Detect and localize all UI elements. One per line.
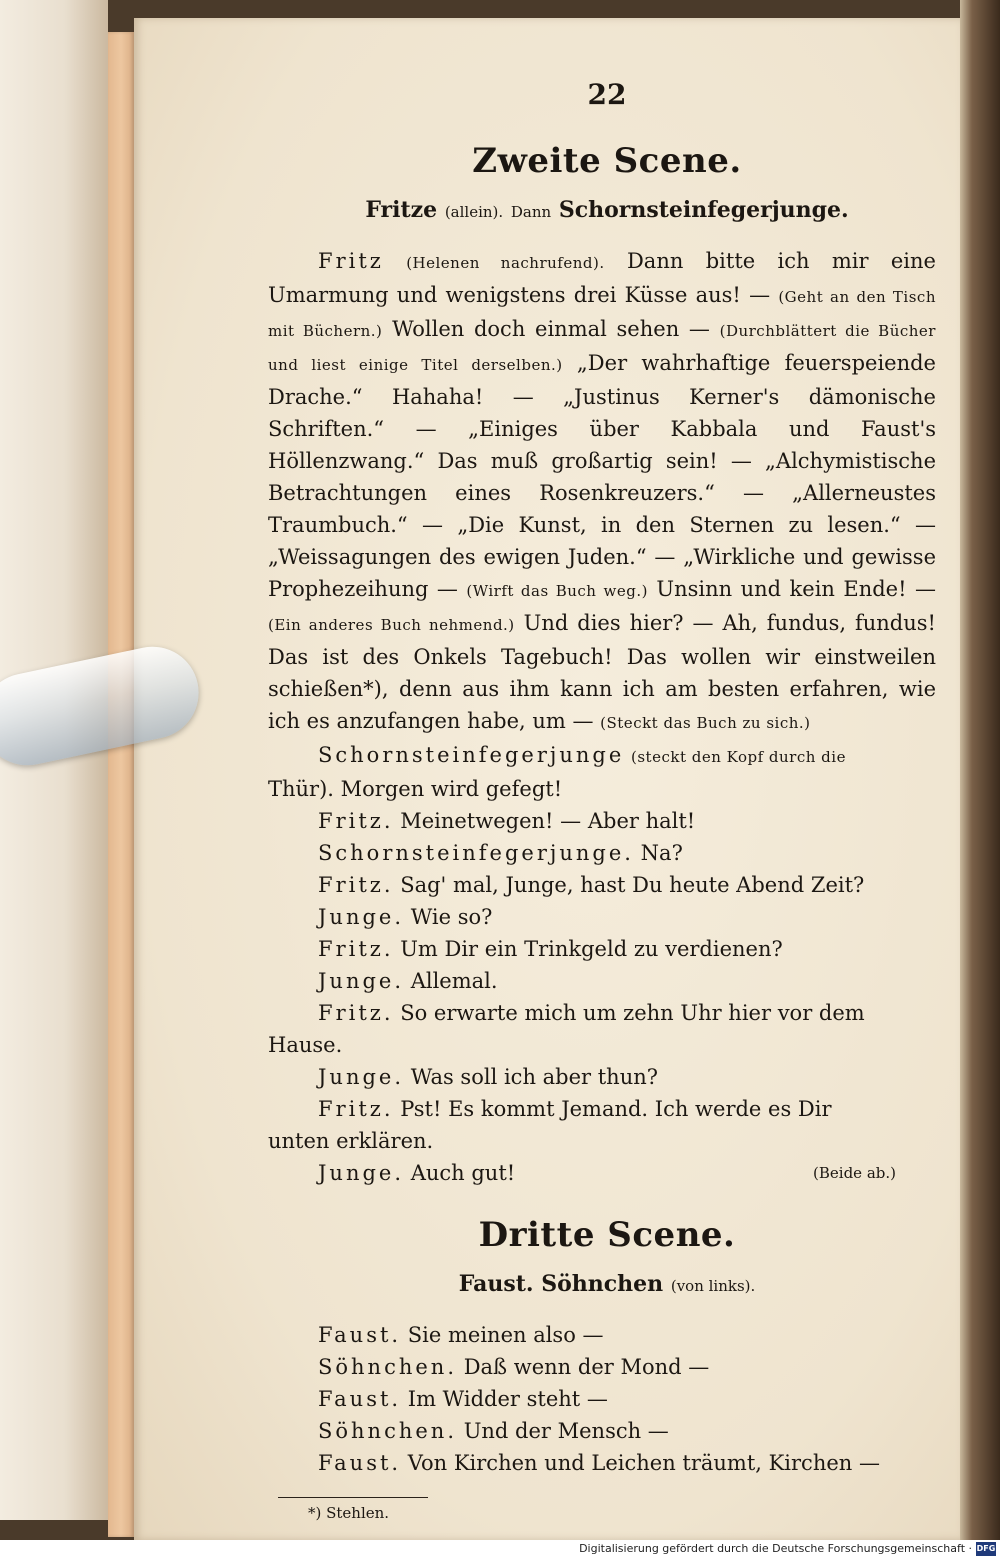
stage-direction: (steckt den Kopf durch die (631, 748, 846, 766)
speaker: Schornsteinfegerjunge. (318, 841, 634, 865)
dialog-line (268, 1093, 936, 1125)
cast-faust: Faust. (458, 1271, 534, 1297)
speech-text: Na? (640, 841, 683, 865)
speech-text: Um Dir ein Trinkgeld zu verdienen? (400, 937, 783, 961)
speaker: Faust. (318, 1451, 402, 1475)
stage-direction: (Helenen nachrufend). (406, 254, 605, 272)
speaker: Fritz. (318, 1001, 394, 1025)
speech-text: Unsinn und kein Ende! — (656, 577, 936, 601)
speaker: Fritz (318, 249, 384, 273)
stage-direction: (Ein anderes Buch nehmend.) (268, 616, 515, 634)
cast-junge: Schornsteinfegerjunge. (558, 197, 849, 223)
book-cover-edge (108, 32, 134, 1537)
dialog-line (268, 1061, 936, 1093)
page-text (268, 78, 936, 1522)
scene-title-2: Zweite Scene. (472, 141, 742, 181)
speech-text: Im Widder steht — (407, 1387, 608, 1411)
speaker: Schornsteinfegerjunge (318, 743, 625, 767)
speech-text: „Der wahrhaftige feuerspeiende Drache.“ Hahaha! — „Justinus Kerner's dämonische Schriften.“ — „Einiges über Kabbala und Faust's Höllenzwang.“ Das muß großartig sein! — „Alchymistische Betrachtungen eines Rosenkreuzers.“ — „Allerneustes Traumbuch.“ — „Die Kunst, in den Sternen zu lesen.“ — „Weissagungen des ewigen Juden.“ — „Wirkliche und gewisse Prophezeihung — (268, 351, 936, 601)
speaker: Fritz. (318, 937, 394, 961)
speaker: Fritz. (318, 809, 394, 833)
dialog-line (268, 965, 936, 997)
dialog-line (268, 805, 936, 837)
stage-direction: (Wirft das Buch weg.) (466, 582, 648, 600)
speaker: Junge. (318, 1065, 405, 1089)
speaker: Junge. (318, 905, 405, 929)
cast-direction: (von links). (670, 1277, 756, 1295)
cast-soehnchen: Söhnchen (541, 1271, 664, 1297)
dialog-line (268, 1351, 936, 1383)
dialog-line (268, 1447, 936, 1479)
dialog-line (268, 1319, 936, 1351)
speech-fritz-long (268, 245, 936, 739)
speech-text: Und dies hier? — Ah, fundus, fundus! Das ist des Onkels Tagebuch! Das wollen wir einstweilen schießen*), denn aus ihm kann ich am besten erfahren, wie ich es anzufangen habe, um — (268, 611, 936, 733)
digitization-credit: Digitalisierung gefördert durch die Deutsche Forschungsgemeinschaft · (579, 1542, 972, 1555)
cast-dann: Dann (510, 203, 552, 221)
speaker: Söhnchen. (318, 1355, 457, 1379)
speaker: Faust. (318, 1323, 402, 1347)
speech-text: Auch gut! (410, 1161, 516, 1185)
dialog-continuation: unten erklären. (268, 1129, 434, 1153)
stage-direction: (Steckt das Buch zu sich.) (600, 714, 811, 732)
speech-text: Sie meinen also — (407, 1323, 604, 1347)
dialog-line (268, 869, 936, 901)
dialog-line (268, 933, 936, 965)
speech-text: Dann bitte ich mir eine Umarmung und wenigstens drei Küsse aus! — (268, 249, 936, 307)
speaker: Fritz. (318, 1097, 394, 1121)
cast-fritze: Fritze (365, 197, 438, 223)
dfg-logo: DFG (976, 1542, 996, 1556)
cast-allein: (allein). (444, 203, 504, 221)
speaker: Söhnchen. (318, 1419, 457, 1443)
speech-text: Und der Mensch — (463, 1419, 669, 1443)
footnote-rule (278, 1497, 428, 1498)
speaker: Fritz. (318, 873, 394, 897)
stage-direction: (Durchblättert die Bücher und liest einige Titel derselben.) (268, 322, 936, 374)
speech-text: Pst! Es kommt Jemand. Ich werde es Dir (400, 1097, 832, 1121)
dialog-continuation: Hause. (268, 1033, 343, 1057)
stage-direction-exit: (Beide ab.) (813, 1164, 896, 1182)
speech-text: Allemal. (410, 969, 498, 993)
speaker: Junge. (318, 1161, 405, 1185)
binding-shadow (960, 0, 1000, 1540)
speech-text: Wie so? (410, 905, 493, 929)
dialog-line (268, 1383, 936, 1415)
speaker: Junge. (318, 969, 405, 993)
footnote: *) Stehlen. (308, 1504, 390, 1522)
stage-direction: (Geht an den Tisch mit Büchern.) (268, 288, 936, 340)
page-number: 22 (587, 78, 627, 111)
speech-text: Sag' mal, Junge, hast Du heute Abend Zeit? (400, 873, 865, 897)
dialog-line (268, 1415, 936, 1447)
cast-line-3 (278, 1271, 936, 1297)
dialog-line (268, 997, 936, 1029)
scene-title-3: Dritte Scene. (478, 1215, 736, 1255)
dialog-line (268, 837, 936, 869)
speech-text: Von Kirchen und Leichen träumt, Kirchen — (407, 1451, 880, 1475)
speaker: Faust. (318, 1387, 402, 1411)
speech-text: Wollen doch einmal sehen — (392, 317, 710, 341)
cast-line-2 (278, 197, 936, 223)
dialog-line (268, 1157, 936, 1189)
dialog-line (268, 901, 936, 933)
speech-text: Daß wenn der Mond — (463, 1355, 710, 1379)
speech-text: Was soll ich aber thun? (410, 1065, 659, 1089)
speech-text: Meinetwegen! — Aber halt! (400, 809, 696, 833)
dialog-continuation: Thür). Morgen wird gefegt! (268, 777, 563, 801)
dialog-line (268, 739, 936, 773)
speech-text: So erwarte mich um zehn Uhr hier vor dem (400, 1001, 865, 1025)
